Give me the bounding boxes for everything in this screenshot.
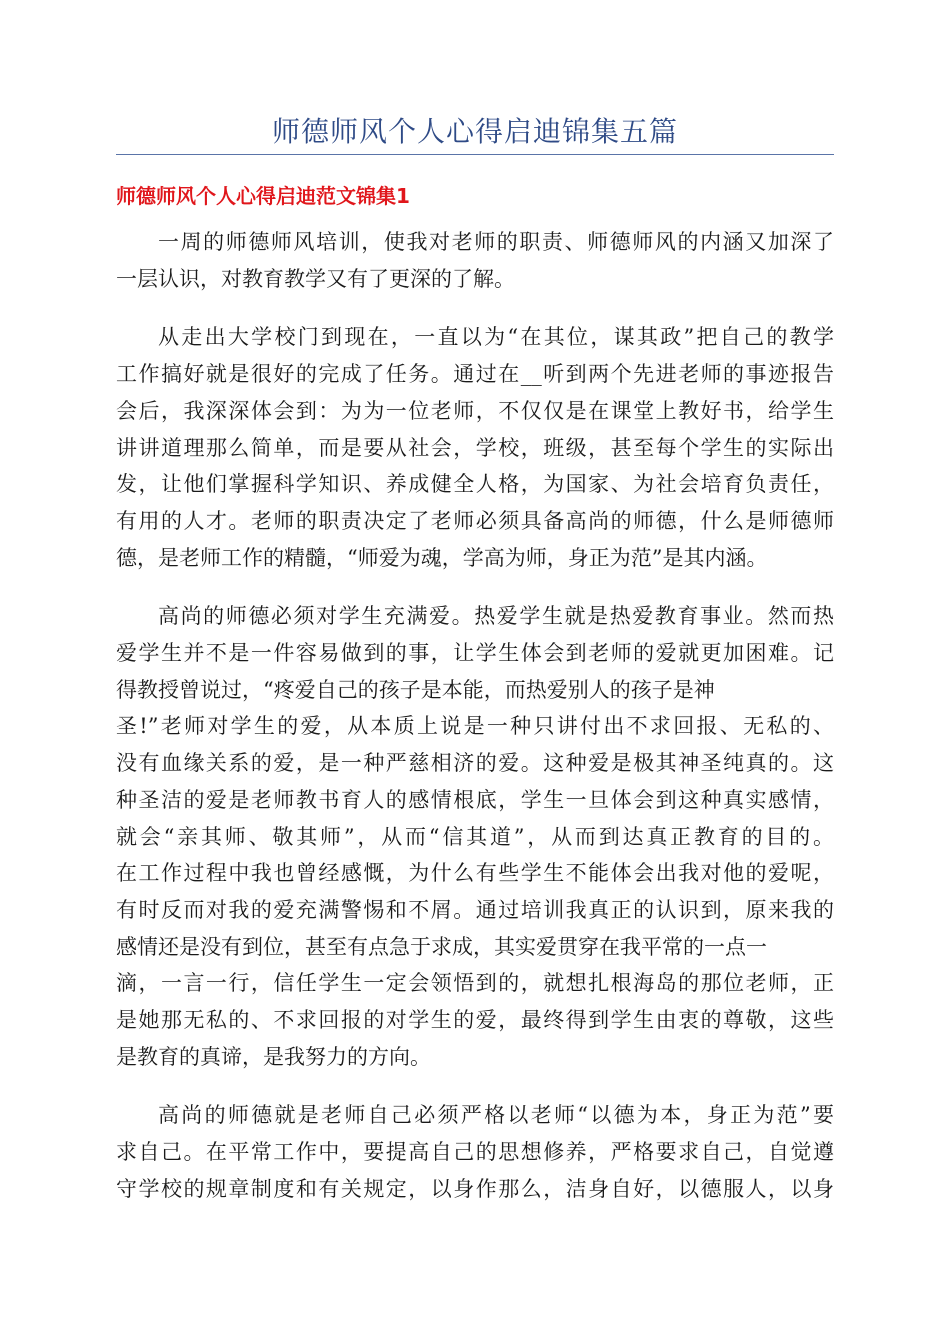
text-line: 高尚的师德必须对学生充满爱。热爱学生就是热爱教育事业。然而热: [158, 604, 834, 629]
text-line: 种圣洁的爱是老师教书育人的感情根底，学生一旦体会到这种真实感情，: [116, 787, 834, 812]
text-line: 是她那无私的、不求回报的对学生的爱，最终得到学生由衷的尊敬，这些: [116, 1008, 834, 1033]
text-line: 工作搞好就是很好的完成了任务。通过在__听到两个先进老师的事迹报告: [116, 362, 834, 387]
text-line: 滴，一言一行，信任学生一定会领悟到的，就想扎根海岛的那位老师，正: [116, 971, 834, 996]
text-line: 一层认识，对教育教学又有了更深的了解。: [116, 266, 515, 291]
text-line: 在工作过程中我也曾经感慨，为什么有些学生不能体会出我对他的爱呢，: [116, 861, 834, 886]
text-line: 是教育的真谛，是我努力的方向。: [116, 1044, 431, 1069]
text-line: 有用的人才。老师的职责决定了老师必须具备高尚的师德，什么是师德师: [116, 508, 834, 533]
paragraph: [116, 319, 834, 576]
text-line: 就会“亲其师、敬其师”，从而“信其道”，从而到达真正教育的目的。: [116, 824, 834, 849]
text-line: 感情还是没有到位，甚至有点急于求成，其实爱贯穿在我平常的一点一: [116, 934, 767, 959]
title-divider: [116, 154, 834, 155]
text-line: 有时反而对我的爱充满警惕和不屑。通过培训我真正的认识到，原来我的: [116, 897, 834, 922]
text-line: 爱学生并不是一件容易做到的事，让学生体会到老师的爱就更加困难。记: [116, 641, 834, 666]
paragraph: [116, 598, 834, 1075]
text-line: 没有血缘关系的爱，是一种严慈相济的爱。这种爱是极其神圣纯真的。这: [116, 751, 834, 776]
text-line: 求自己。在平常工作中，要提高自己的思想修养，严格要求自己，自觉遵: [116, 1140, 834, 1165]
text-line: 高尚的师德就是老师自己必须严格以老师“以德为本，身正为范”要: [158, 1103, 834, 1128]
text-line: 会后，我深深体会到：为为一位老师，不仅仅是在课堂上教好书，给学生: [116, 398, 834, 423]
paragraph: [116, 1097, 834, 1207]
text-line: 守学校的规章制度和有关规定，以身作那么，洁身自好，以德服人，以身: [116, 1176, 834, 1201]
document-title: 师德师风个人心得启迪锦集五篇: [271, 115, 678, 148]
text-line: 从走出大学校门到现在，一直以为“在其位，谋其政”把自己的教学: [158, 325, 834, 350]
text-line: 发，让他们掌握科学知识、养成健全人格，为国家、为社会培育负责任，: [116, 472, 834, 497]
document-body: [116, 224, 834, 1230]
section-heading: 师德师风个人心得启迪范文锦集1: [116, 184, 410, 208]
paragraph: [116, 224, 834, 297]
text-line: 一周的师德师风培训，使我对老师的职责、师德师风的内涵又加深了: [158, 230, 834, 254]
text-line: 圣!”老师对学生的爱，从本质上说是一种只讲付出不求回报、无私的、: [116, 714, 834, 739]
text-line: 得教授曾说过，“疼爱自己的孩子是本能，而热爱别人的孩子是神: [116, 677, 715, 702]
text-line: 讲讲道理那么简单，而是要从社会，学校，班级，甚至每个学生的实际出: [116, 435, 834, 460]
text-line: 德，是老师工作的精髓，“师爱为魂，学高为师，身正为范”是其内涵。: [116, 545, 768, 570]
